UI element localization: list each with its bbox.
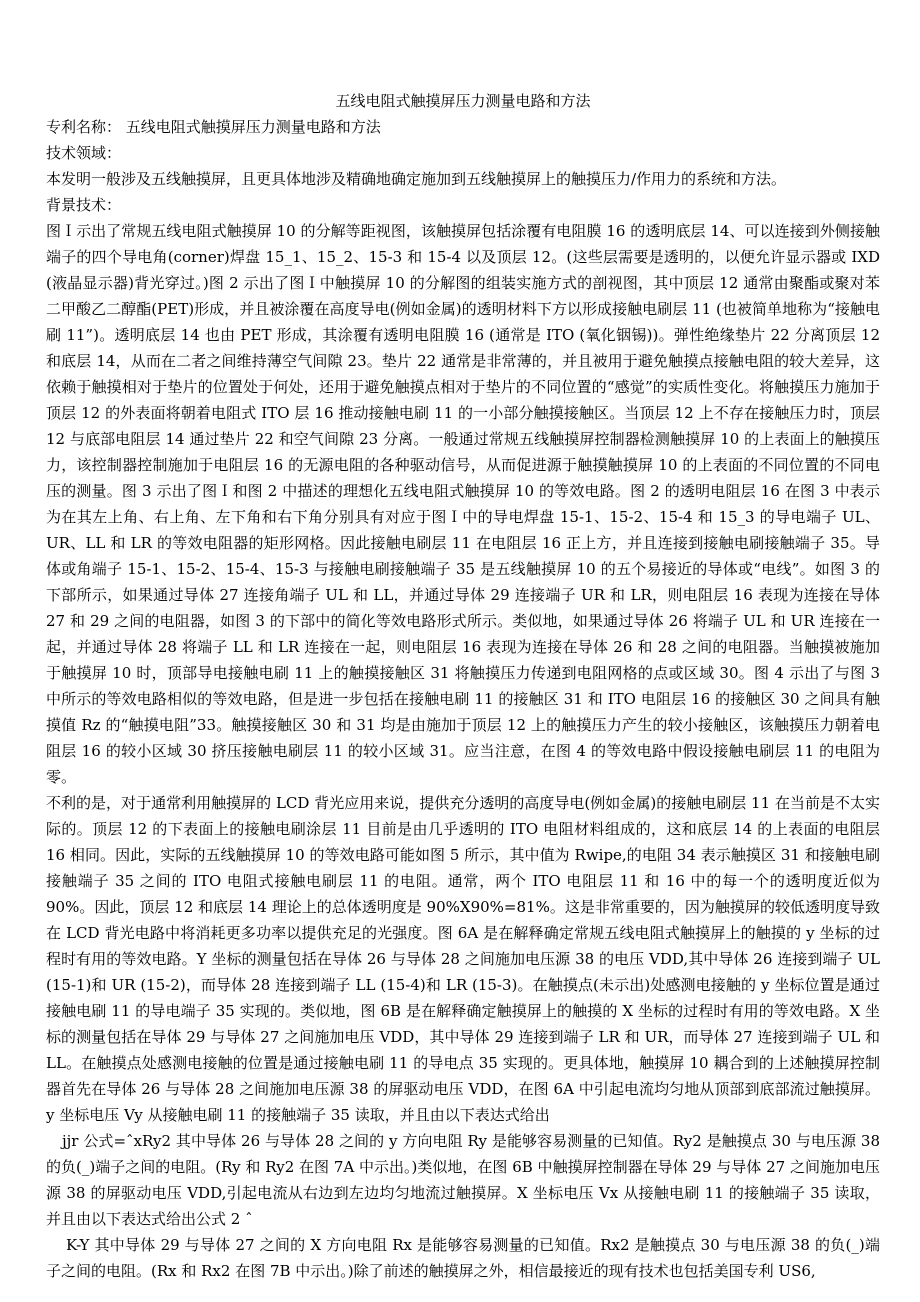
background-paragraph-1: 图Ｉ示出了常规五线电阻式触摸屏 10 的分解等距视图，该触摸屏包括涂覆有电阻膜 16 的透明底层 14、可以连接到外侧接触端子的四个导电角(corner)焊盘 15_1、15_2、15-3 和 15-4 以及顶层 12。(这些层需要是透明的，以便允许显示器或 IXD (液晶显示器)背光穿过。)图 2 示出了图Ｉ中触摸屏 10 的分解图的组装实施方式的剖视图，其中顶层 12 通常由聚酯或聚对苯二甲酸乙二醇酯(PET)形成，并且被涂覆在高度导电(例如金属)的透明材料下方以形成接触电刷层 11 (也被简单地称为“接触电刷 11”)。透明底层 14 也由 PET 形成，其涂覆有透明电阻膜 16 (通常是 ITO (氧化铟锡))。弹性绝缘垫片 22 分离顶层 12 和底层 14，从而在二者之间维持薄空气间隙 23。垫片 22 通常是非常薄的，并且被用于避免触摸点接触电阻的较大差异，这依赖于触摸相对于垫片的位置处于何处，还用于避免触摸点相对于垫片的不同位置的“感觉”的实质性变化。将触摸压力施加于顶层 12 的外表面将朝着电阻式 ITO 层 16 推动接触电刷 11 的一小部分触摸接触区。当顶层 12 上不存在接触压力时，顶层 12 与底部电阻层 14 通过垫片 22 和空气间隙 23 分离。一般通过常规五线触摸屏控制器检测触摸屏 10 的上表面上的触摸压力，该控制器控制施加于电阻层 16 的无源电阻的各种驱动信号，从而促进源于触摸触摸屏 10 的上表面的不同位置的不同电压的测量。图 3 示出了图Ｉ和图 2 中描述的理想化五线电阻式触摸屏 10 的等效电路。图 2 的透明电阻层 16 在图 3 中表示为在其左上角、右上角、左下角和右下角分别具有对应于图Ｉ中的导电焊盘 15-1、15-2、15-4 和 15_3 的导电端子 UL、UR、LL 和 LR 的等效电阻器的矩形网格。因此接触电刷层 11 在电阻层 16 正上方，并且连接到接触电刷接触端子 35。导体或角端子 15-1、15-2、15-4、15-3 与接触电刷接触端子 35 是五线触摸屏 10 的五个易接近的导体或“电线”。如图 3 的下部所示，如果通过导体 27 连接角端子 UL 和 LL，并通过导体 29 连接端子 UR 和 LR，则电阻层 16 表现为连接在导体 27 和 29 之间的电阻器，如图 3 的下部中的简化等效电路形式所示。类似地，如果通过导体 26 将端子 UL 和 UR 连接在一起，并通过导体 28 将端子 LL 和 LR 连接在一起，则电阻层 16 表现为连接在导体 26 和 28 之间的电阻器。当触摸被施加于触摸屏 10 时，顶部导电接触电刷 11 上的触摸接触区 31 将触摸压力传递到电阻网格的点或区域 30。图 4 示出了与图 3 中所示的等效电路相似的等效电路，但是进一步包括在接触电刷 11 的接触区 31 和 ITO 电阻层 16 的接触区 30 之间具有触摸值 Rz 的“触摸电阻”33。触摸接触区 30 和 31 均是由施加于顶层 12 上的触摸压力产生的较小接触区，该触摸压力朝着电阻层 16 的较小区域 30 挤压接触电刷层 11 的较小区域 31。应当注意，在图 4 的等效电路中假设接触电刷层 11 的电阻为零。	[46, 222, 880, 786]
background-paragraph-3: jjr 公式=ˆxRy2 其中导体 26 与导体 28 之间的 y 方向电阻 Ry 是能够容易测量的已知值。Ry2 是触摸点 30 与电压源 38 的负(_)端子之间的电阻。(Ry 和 Ry2 在图 7A 中示出。)类似地，在图 6B 中触摸屏控制器在导体 29 与导体 27 之间施加电压源 38 的屏驱动电压 VDD,引起电流从右边到左边均匀地流过触摸屏。X 坐标电压 Vx 从接触电刷 11 的接触端子 35 读取，并且由以下表达式给出公式 2 ˆ	[46, 1132, 880, 1228]
field-heading: 技术领域：	[46, 144, 122, 162]
background-paragraph-4: K-Y 其中导体 29 与导体 27 之间的 X 方向电阻 Rx 是能够容易测量的已知值。Rx2 是触摸点 30 与电压源 38 的负(_)端子之间的电阻。(Rx 和 Rx2 在图 7B 中示出。)除了前述的触摸屏之外，相信最接近的现有技术也包括美国专利 US6,	[46, 1236, 880, 1280]
field-text: 本发明一般涉及五线触摸屏，且更具体地涉及精确地确定施加到五线触摸屏上的触摸压力/作用力的系统和方法。	[46, 170, 787, 188]
document-title: 五线电阻式触摸屏压力测量电路和方法	[335, 92, 591, 110]
background-heading: 背景技术：	[46, 196, 122, 214]
document-page	[46, 88, 880, 1284]
patent-name: 专利名称： 五线电阻式触摸屏压力测量电路和方法	[46, 118, 381, 136]
background-paragraph-2: 不利的是，对于通常利用触摸屏的 LCD 背光应用来说，提供充分透明的高度导电(例如金属)的接触电刷层 11 在当前是不太实际的。顶层 12 的下表面上的接触电刷涂层 11 目前是由几乎透明的 ITO 电阻材料组成的，这和底层 14 的上表面的电阻层 16 相同。因此，实际的五线触摸屏 10 的等效电路可能如图 5 所示，其中值为 Rwipe,的电阻 34 表示触摸区 31 和接触电刷接触端子 35 之间的 ITO 电阻式接触电刷层 11 的电阻。通常，两个 ITO 电阻层 11 和 16 中的每一个的透明度近似为 90%。因此，顶层 12 和底层 14 理论上的总体透明度是 90%X90%=81%。这是非常重要的，因为触摸屏的较低透明度导致在 LCD 背光电路中将消耗更多功率以提供充足的光强度。图 6A 是在解释确定常规五线电阻式触摸屏上的触摸的 y 坐标的过程时有用的等效电路。Y 坐标的测量包括在导体 26 与导体 28 之间施加电压源 38 的电压 VDD,其中导体 26 连接到端子 UL (15-1)和 UR (15-2)，而导体 28 连接到端子 LL (15-4)和 LR (15-3)。在触摸点(未示出)处感测电接触的 y 坐标位置是通过接触电刷 11 的导电端子 35 实现的。类似地，图 6B 是在解释确定触摸屏上的触摸的 X 坐标的过程时有用的等效电路。X 坐标的测量包括在导体 29 与导体 27 之间施加电压 VDD，其中导体 29 连接到端子 LR 和 UR，而导体 27 连接到端子 UL 和 LL。在触摸点处感测电接触的位置是通过接触电刷 11 的导电点 35 实现的。更具体地，触摸屏 10 耦合到的上述触摸屏控制器首先在导体 26 与导体 28 之间施加电压源 38 的屏驱动电压 VDD，在图 6A 中引起电流均匀地从顶部到底部流过触摸屏。y 坐标电压 Vy 从接触电刷 11 的接触端子 35 读取，并且由以下表达式给出	[46, 794, 880, 1124]
